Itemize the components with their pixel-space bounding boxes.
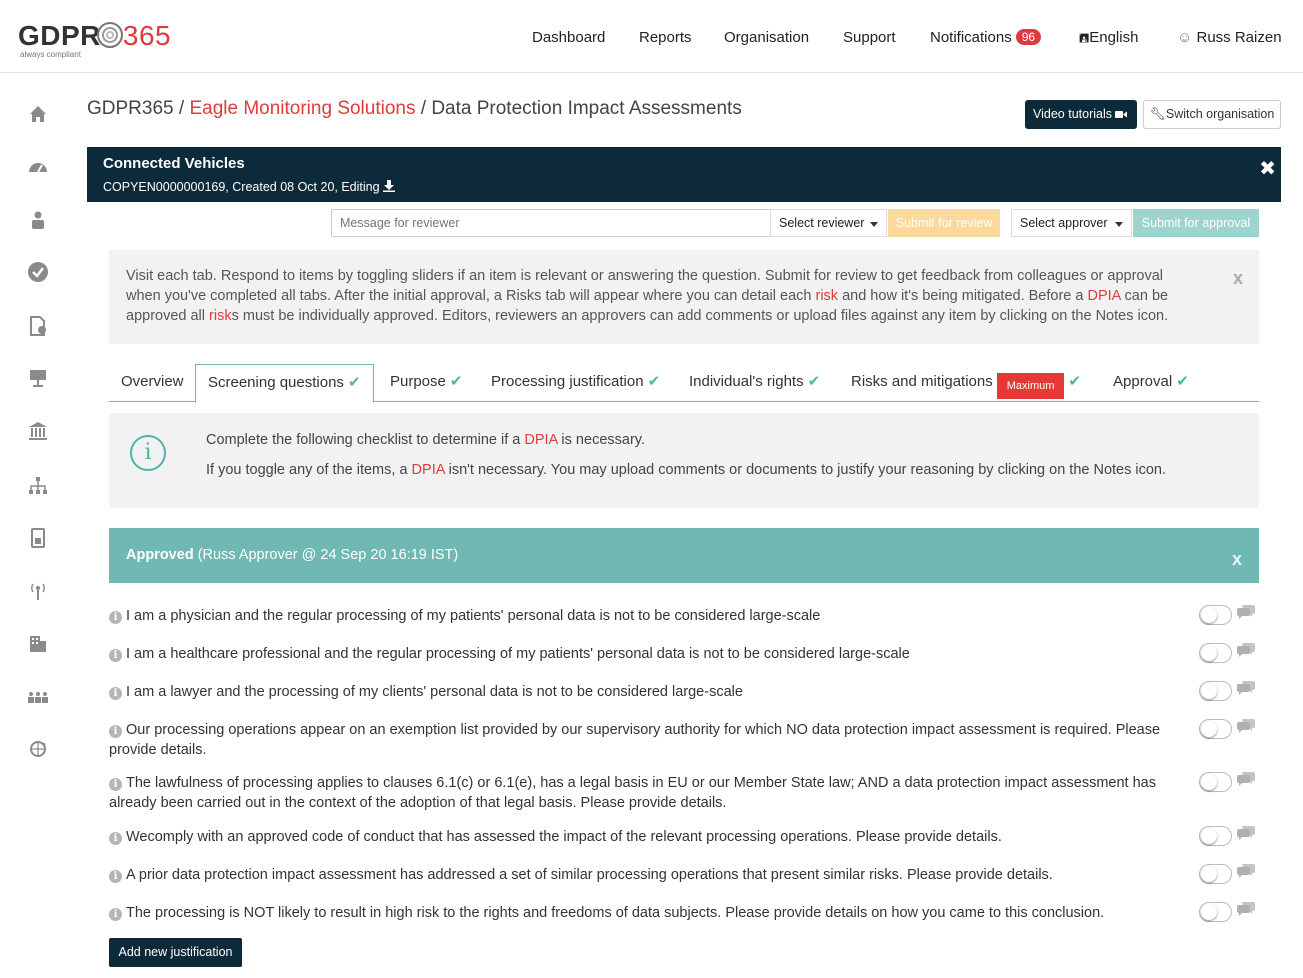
question-item — [109, 606, 1179, 626]
question-text: The lawfulness of processing applies to clauses 6.1(c) or 6.1(e), has a legal basis in EU or our Member State law; AND a data protection impact assessment has already been carried out in the context of the adoption of that legal basis. Please provide details. — [109, 775, 1156, 811]
nav-notifications[interactable] — [930, 29, 1041, 46]
language-label: English — [1089, 29, 1139, 46]
submit-for-review-button[interactable]: Submit for review — [888, 209, 1000, 237]
close-instructions-icon[interactable]: x — [1232, 268, 1243, 288]
nav-language[interactable] — [1079, 29, 1138, 50]
tab-individuals-rights[interactable] — [677, 364, 832, 402]
notes-comments-icon[interactable] — [1236, 680, 1256, 696]
bank-icon[interactable] — [27, 420, 49, 442]
dpia-link[interactable]: DPIA — [411, 462, 445, 478]
switch-organisation-button[interactable] — [1143, 100, 1281, 129]
risk-level-badge: Maximum — [997, 373, 1065, 399]
notes-comments-icon[interactable] — [1236, 642, 1256, 658]
tab-purpose[interactable] — [378, 364, 474, 402]
gdpr365-logo[interactable] — [18, 20, 171, 60]
top-navbar — [0, 0, 1303, 73]
question-item — [109, 865, 1179, 885]
checklist-instruction-line1 — [206, 432, 645, 448]
info-icon[interactable]: i — [109, 687, 122, 700]
question-text: A prior data protection impact assessment has addressed a set of similar processing operations that present similar risks. Please provide details. — [126, 867, 1053, 883]
user-name: Russ Raizen — [1196, 29, 1282, 46]
user-icon[interactable] — [27, 209, 49, 231]
checklist-instruction-line2 — [206, 462, 1166, 478]
record-meta: COPYEN0000000169, Created 08 Oct 20, Editing — [103, 180, 380, 194]
question-text: Our processing operations appear on an exemption list provided by our supervisory authority for which NO data protection impact assessment is required. Please provide details. — [109, 722, 1161, 758]
close-record-icon[interactable]: ✖ — [1259, 158, 1276, 180]
question-toggle[interactable] — [1199, 719, 1232, 739]
question-text: I am a lawyer and the processing of my clients' personal data is not to be considered large-scale — [126, 684, 743, 700]
tab-label: Overview — [121, 373, 184, 390]
breadcrumb-organisation[interactable]: Eagle Monitoring Solutions — [189, 98, 416, 119]
instructions-text: can be approved all — [126, 288, 1169, 324]
check-circle-icon[interactable] — [27, 261, 49, 283]
check-icon: ✔ — [449, 373, 463, 390]
checklist-text: is necessary. — [557, 432, 645, 448]
record-title: Connected Vehicles — [103, 155, 245, 172]
close-approved-icon[interactable]: x — [1231, 549, 1242, 569]
breadcrumb — [87, 98, 742, 120]
question-toggle[interactable] — [1199, 902, 1232, 922]
instructions-text: s must be individually approved. Editors, reviewers an approvers can add comments or upload files against any item by clicking on the Notes icon. — [231, 308, 1169, 324]
tab-bar — [109, 364, 1259, 402]
question-item — [109, 773, 1179, 813]
tab-risks-and-mitigations[interactable] — [839, 364, 1093, 402]
tab-overview[interactable] — [109, 364, 196, 402]
breadcrumb-separator: / — [173, 98, 190, 119]
video-tutorials-label: Video tutorials — [1033, 107, 1112, 121]
info-circle-icon: i — [130, 435, 166, 471]
check-icon: ✔ — [1176, 373, 1189, 390]
info-icon[interactable]: i — [109, 725, 122, 738]
nav-user-menu[interactable] — [1177, 29, 1282, 46]
translate-icon: 🖪 — [1079, 31, 1090, 45]
checklist-info-panel — [109, 413, 1259, 508]
logo-tagline: always compliant — [20, 50, 81, 59]
checklist-text: Complete the following checklist to determine if a — [206, 432, 525, 448]
check-icon: ✔ — [647, 373, 661, 390]
question-item — [109, 903, 1179, 923]
record-subtitle — [103, 180, 395, 194]
nav-organisation[interactable]: Organisation — [724, 29, 810, 46]
notes-comments-icon[interactable] — [1236, 718, 1256, 734]
global-transfer-icon[interactable] — [27, 738, 49, 760]
notes-comments-icon[interactable] — [1236, 604, 1256, 620]
dashboard-gauge-icon[interactable] — [27, 156, 49, 178]
tab-screening-questions[interactable] — [195, 364, 374, 403]
question-toggle[interactable] — [1199, 681, 1232, 701]
select-approver-label: Select approver — [1020, 216, 1108, 230]
logo-main-text: GDPR — [18, 20, 101, 51]
submit-for-approval-button[interactable]: Submit for approval — [1133, 209, 1259, 237]
building-icon[interactable] — [27, 632, 49, 654]
instructions-text: Visit each tab. Respond to items by toggling sliders if an item is relevant or answering the question. Submit for review to get feedback from colleagues or approval when you've completed all tabs. After the initial approval, a Risks tab will appear where you can detail each — [126, 268, 1164, 304]
question-text: Wecomply with an approved code of conduct that has assessed the impact of the relevant processing operations. Please provide details. — [126, 829, 1002, 845]
tab-approval[interactable] — [1101, 364, 1201, 402]
question-toggle[interactable] — [1199, 605, 1232, 625]
risk-link[interactable]: risk — [815, 288, 839, 304]
record-header — [87, 147, 1281, 202]
chevron-down-icon — [1115, 222, 1123, 227]
question-toggle[interactable] — [1199, 772, 1232, 792]
info-icon[interactable]: i — [109, 649, 122, 662]
sidebar — [0, 73, 74, 978]
question-item — [109, 720, 1179, 760]
mobile-document-icon[interactable] — [27, 527, 49, 549]
video-camera-icon — [1115, 107, 1127, 121]
nav-support[interactable]: Support — [843, 29, 896, 46]
notes-comments-icon[interactable] — [1236, 825, 1256, 841]
breadcrumb-current-page: Data Protection Impact Assessments — [431, 98, 742, 119]
people-group-icon[interactable] — [27, 685, 49, 707]
switch-organisation-label: Switch organisation — [1165, 107, 1275, 121]
broadcast-icon[interactable] — [27, 580, 49, 602]
checklist-text: isn't necessary. You may upload comments or documents to justify your reasoning by clicking on the Notes icon. — [444, 462, 1167, 478]
document-settings-icon[interactable] — [27, 315, 49, 337]
question-item — [109, 827, 1179, 847]
instructions-panel — [109, 250, 1259, 344]
select-approver-dropdown[interactable] — [1011, 209, 1132, 237]
question-text: The processing is NOT likely to result in high risk to the rights and freedoms of data subjects. Please provide details on how you came to this conclusion. — [126, 905, 1105, 921]
add-new-justification-button[interactable]: Add new justification — [109, 938, 242, 967]
tab-label: Screening questions — [208, 374, 344, 391]
notes-comments-icon[interactable] — [1236, 863, 1256, 879]
question-item — [109, 682, 1179, 702]
approved-label: Approved — [126, 547, 194, 563]
risk-link[interactable]: risk — [209, 308, 232, 324]
question-text: I am a physician and the regular processing of my patients' personal data is not to be considered large-scale — [126, 608, 821, 624]
notifications-badge: 96 — [1016, 29, 1041, 45]
check-icon: ✔ — [807, 373, 821, 390]
breadcrumb-root[interactable]: GDPR365 — [87, 98, 174, 119]
tab-label: Processing justification — [491, 373, 644, 390]
question-toggle[interactable] — [1199, 826, 1232, 846]
tab-label: Purpose — [390, 373, 446, 390]
wrench-icon: 🔧︎ — [1150, 107, 1166, 121]
download-icon[interactable] — [383, 180, 395, 194]
select-reviewer-label: Select reviewer — [779, 216, 865, 230]
info-icon[interactable]: i — [109, 870, 122, 883]
question-toggle[interactable] — [1199, 864, 1232, 884]
check-icon: ✔ — [1068, 373, 1081, 390]
nav-dashboard[interactable]: Dashboard — [532, 29, 606, 46]
reviewer-message-input[interactable] — [331, 209, 771, 237]
logo-swirl-icon — [97, 22, 123, 48]
logo-number-text: 365 — [122, 20, 172, 51]
info-icon[interactable]: i — [109, 908, 122, 921]
instructions-text: and how it's being mitigated. Before a — [838, 288, 1088, 304]
approved-detail: (Russ Approver @ 24 Sep 20 16:19 IST) — [193, 547, 459, 563]
chevron-down-icon — [870, 222, 878, 227]
breadcrumb-separator: / — [415, 98, 432, 119]
dpia-link[interactable]: DPIA — [524, 432, 558, 448]
presentation-icon[interactable] — [27, 367, 49, 389]
tab-label: Approval — [1113, 373, 1173, 390]
checklist-text: If you toggle any of the items, a — [206, 462, 412, 478]
tab-label: Individual's rights — [689, 373, 804, 390]
dpia-link[interactable]: DPIA — [1087, 288, 1121, 304]
select-reviewer-dropdown[interactable] — [770, 209, 887, 237]
tab-label: Risks and mitigations — [851, 373, 993, 390]
info-icon[interactable]: i — [109, 832, 122, 845]
notes-comments-icon[interactable] — [1236, 901, 1256, 917]
nav-reports[interactable]: Reports — [639, 29, 692, 46]
org-chart-icon[interactable] — [27, 475, 49, 497]
check-icon: ✔ — [347, 374, 361, 391]
tab-processing-justification[interactable] — [479, 364, 672, 402]
video-tutorials-button[interactable] — [1025, 100, 1137, 129]
question-item — [109, 644, 1179, 664]
question-text: I am a healthcare professional and the regular processing of my patients' personal data is not to be considered large-scale — [126, 646, 910, 662]
info-icon[interactable]: i — [109, 778, 122, 791]
info-icon[interactable]: i — [109, 611, 122, 624]
user-icon: ☺ — [1177, 29, 1193, 46]
notifications-label: Notifications — [930, 29, 1012, 46]
notes-comments-icon[interactable] — [1236, 771, 1256, 787]
home-icon[interactable] — [27, 103, 49, 125]
question-toggle[interactable] — [1199, 643, 1232, 663]
approved-status-banner — [109, 528, 1259, 583]
